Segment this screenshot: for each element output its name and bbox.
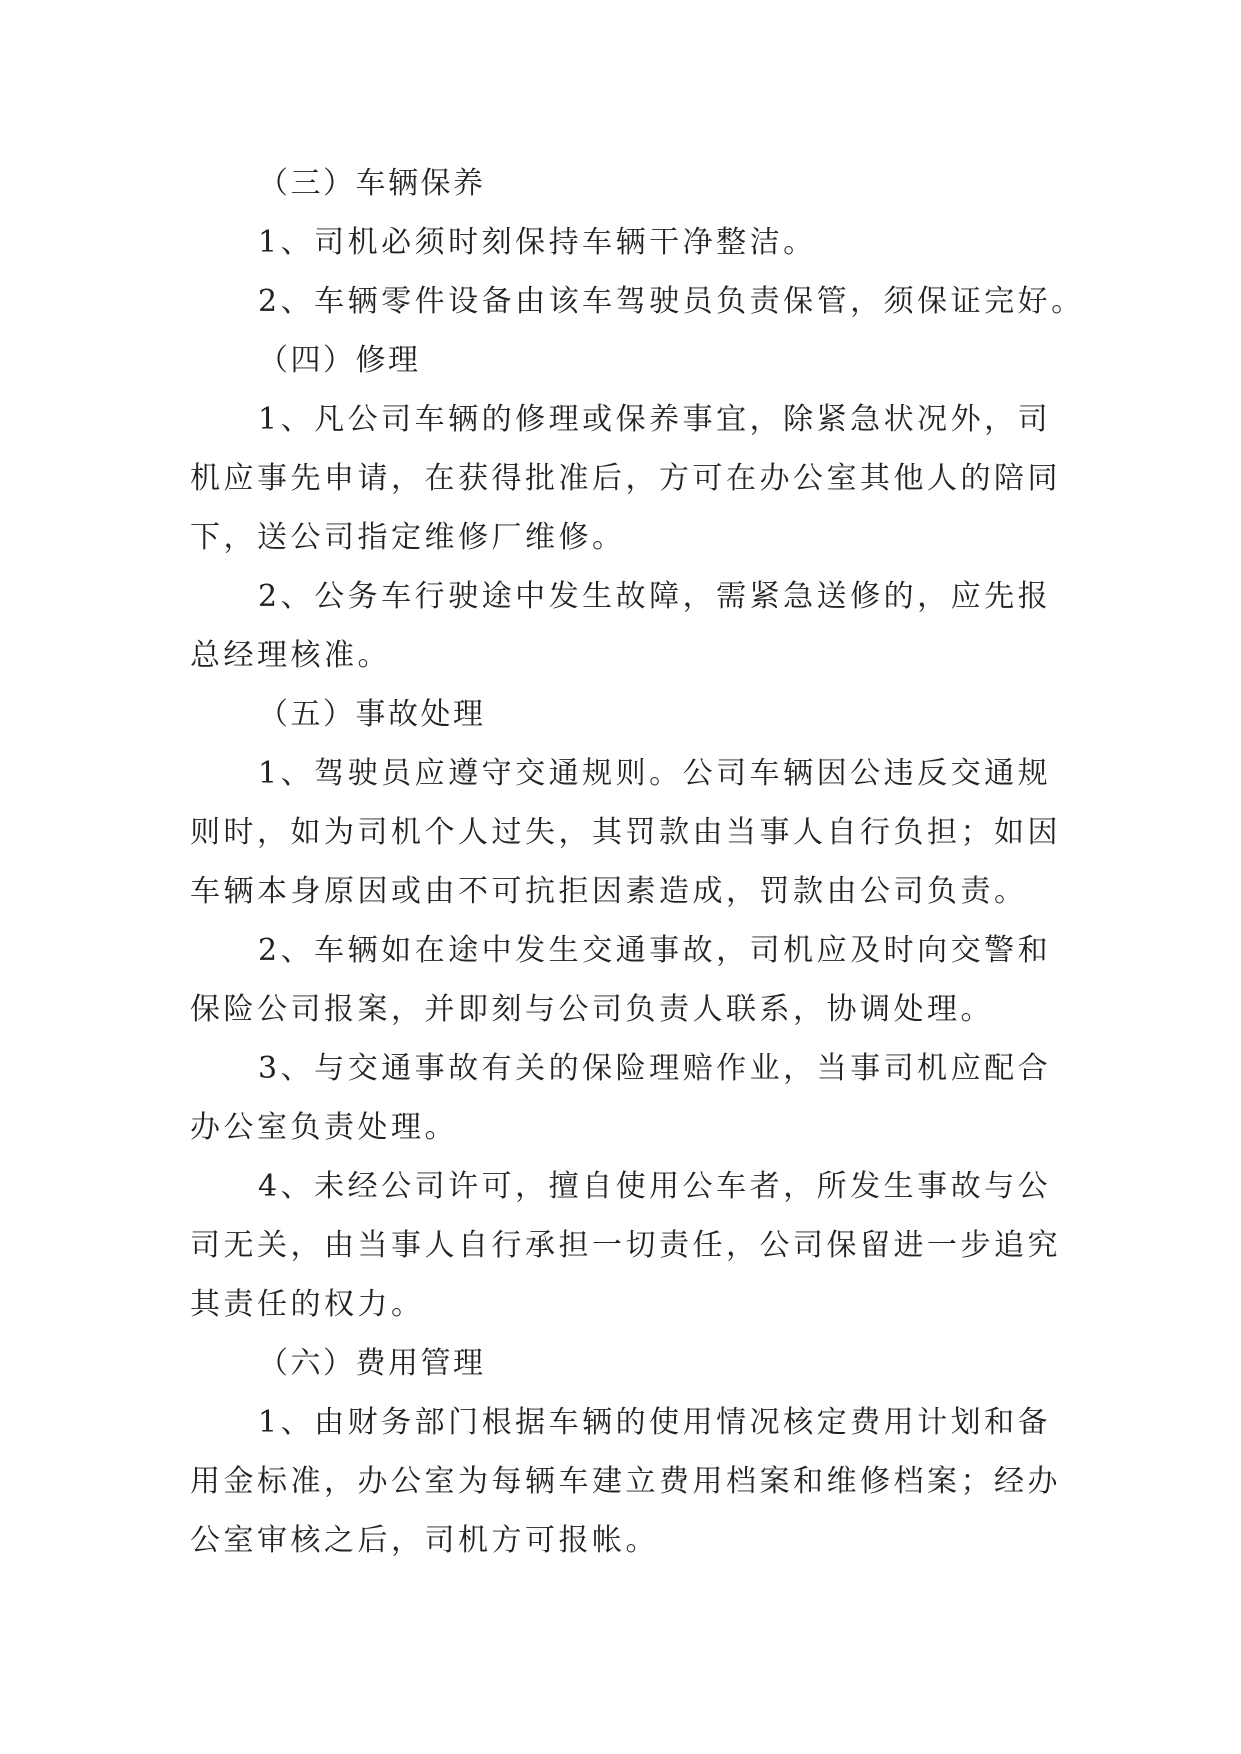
paragraph: 4、未经公司许可，擅自使用公车者，所发生事故与公司无关，由当事人自行承担一切责任，公司保留进一步追究其责任的权力。 [190, 1169, 1061, 1322]
paragraph: 3、与交通事故有关的保险理赔作业，当事司机应配合办公室负责处理。 [190, 1051, 1052, 1145]
paragraph: 2、公务车行驶途中发生故障，需紧急送修的，应先报总经理核准。 [190, 579, 1052, 673]
paragraph: 2、车辆零件设备由该车驾驶员负责保管，须保证完好。 [258, 284, 1085, 319]
paragraph: 1、司机必须时刻保持车辆干净整洁。 [258, 225, 817, 260]
paragraph: 2、车辆如在途中发生交通事故，司机应及时向交警和保险公司报案，并即刻与公司负责人联系，协调处理。 [190, 933, 1052, 1027]
document-body [190, 154, 1085, 1570]
section-heading-repair: （四）修理 [258, 343, 421, 378]
paragraph: 1、由财务部门根据车辆的使用情况核定费用计划和备用金标准，办公室为每辆车建立费用档案和维修档案；经办公室审核之后，司机方可报帐。 [190, 1405, 1061, 1558]
section-heading-maintenance: （三）车辆保养 [258, 166, 486, 201]
section-heading-accident: （五）事故处理 [258, 697, 486, 732]
section-heading-expenses: （六）费用管理 [258, 1346, 486, 1381]
paragraph: 1、凡公司车辆的修理或保养事宜，除紧急状况外，司机应事先申请，在获得批准后，方可在办公室其他人的陪同下，送公司指定维修厂维修。 [190, 402, 1061, 555]
paragraph: 1、驾驶员应遵守交通规则。公司车辆因公违反交通规则时，如为司机个人过失，其罚款由当事人自行负担；如因车辆本身原因或由不可抗拒因素造成，罚款由公司负责。 [190, 756, 1061, 909]
